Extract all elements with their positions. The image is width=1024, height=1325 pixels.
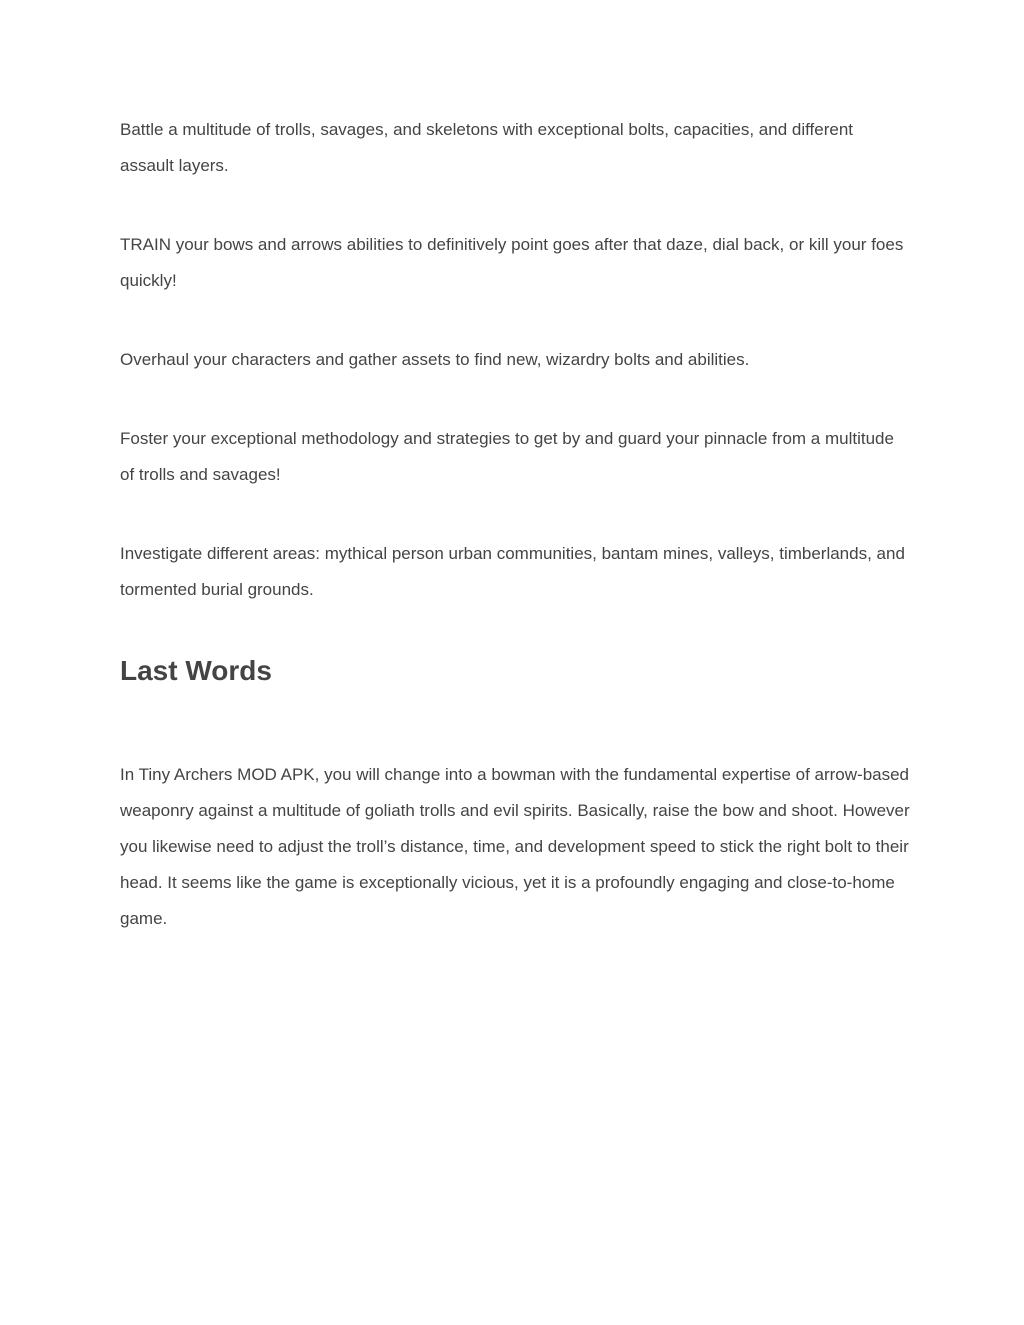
section-heading-last-words: Last Words [120,655,272,686]
paragraph-battle: Battle a multitude of trolls, savages, and skeletons with exceptional bolts, capacities, and different assault layers. [120,120,853,175]
paragraph-overhaul: Overhaul your characters and gather assets to find new, wizardry bolts and abilities. [120,350,750,369]
paragraph-investigate: Investigate different areas: mythical person urban communities, bantam mines, valleys, timberlands, and tormented burial grounds. [120,544,905,599]
paragraph-closing: In Tiny Archers MOD APK, you will change into a bowman with the fundamental expertise of arrow-based weaponry against a multitude of goliath trolls and evil spirits. Basically, raise the bow and shoot. However you likewise need to adjust the troll’s distance, time, and development speed to stick the right bolt to their head. It seems like the game is exceptionally vicious, yet it is a profoundly engaging and close-to-home game. [120,765,910,928]
document-body [120,112,910,980]
paragraph-train: TRAIN your bows and arrows abilities to definitively point goes after that daze, dial back, or kill your foes quickly! [120,235,904,290]
paragraph-foster: Foster your exceptional methodology and strategies to get by and guard your pinnacle from a multitude of trolls and savages! [120,429,894,484]
